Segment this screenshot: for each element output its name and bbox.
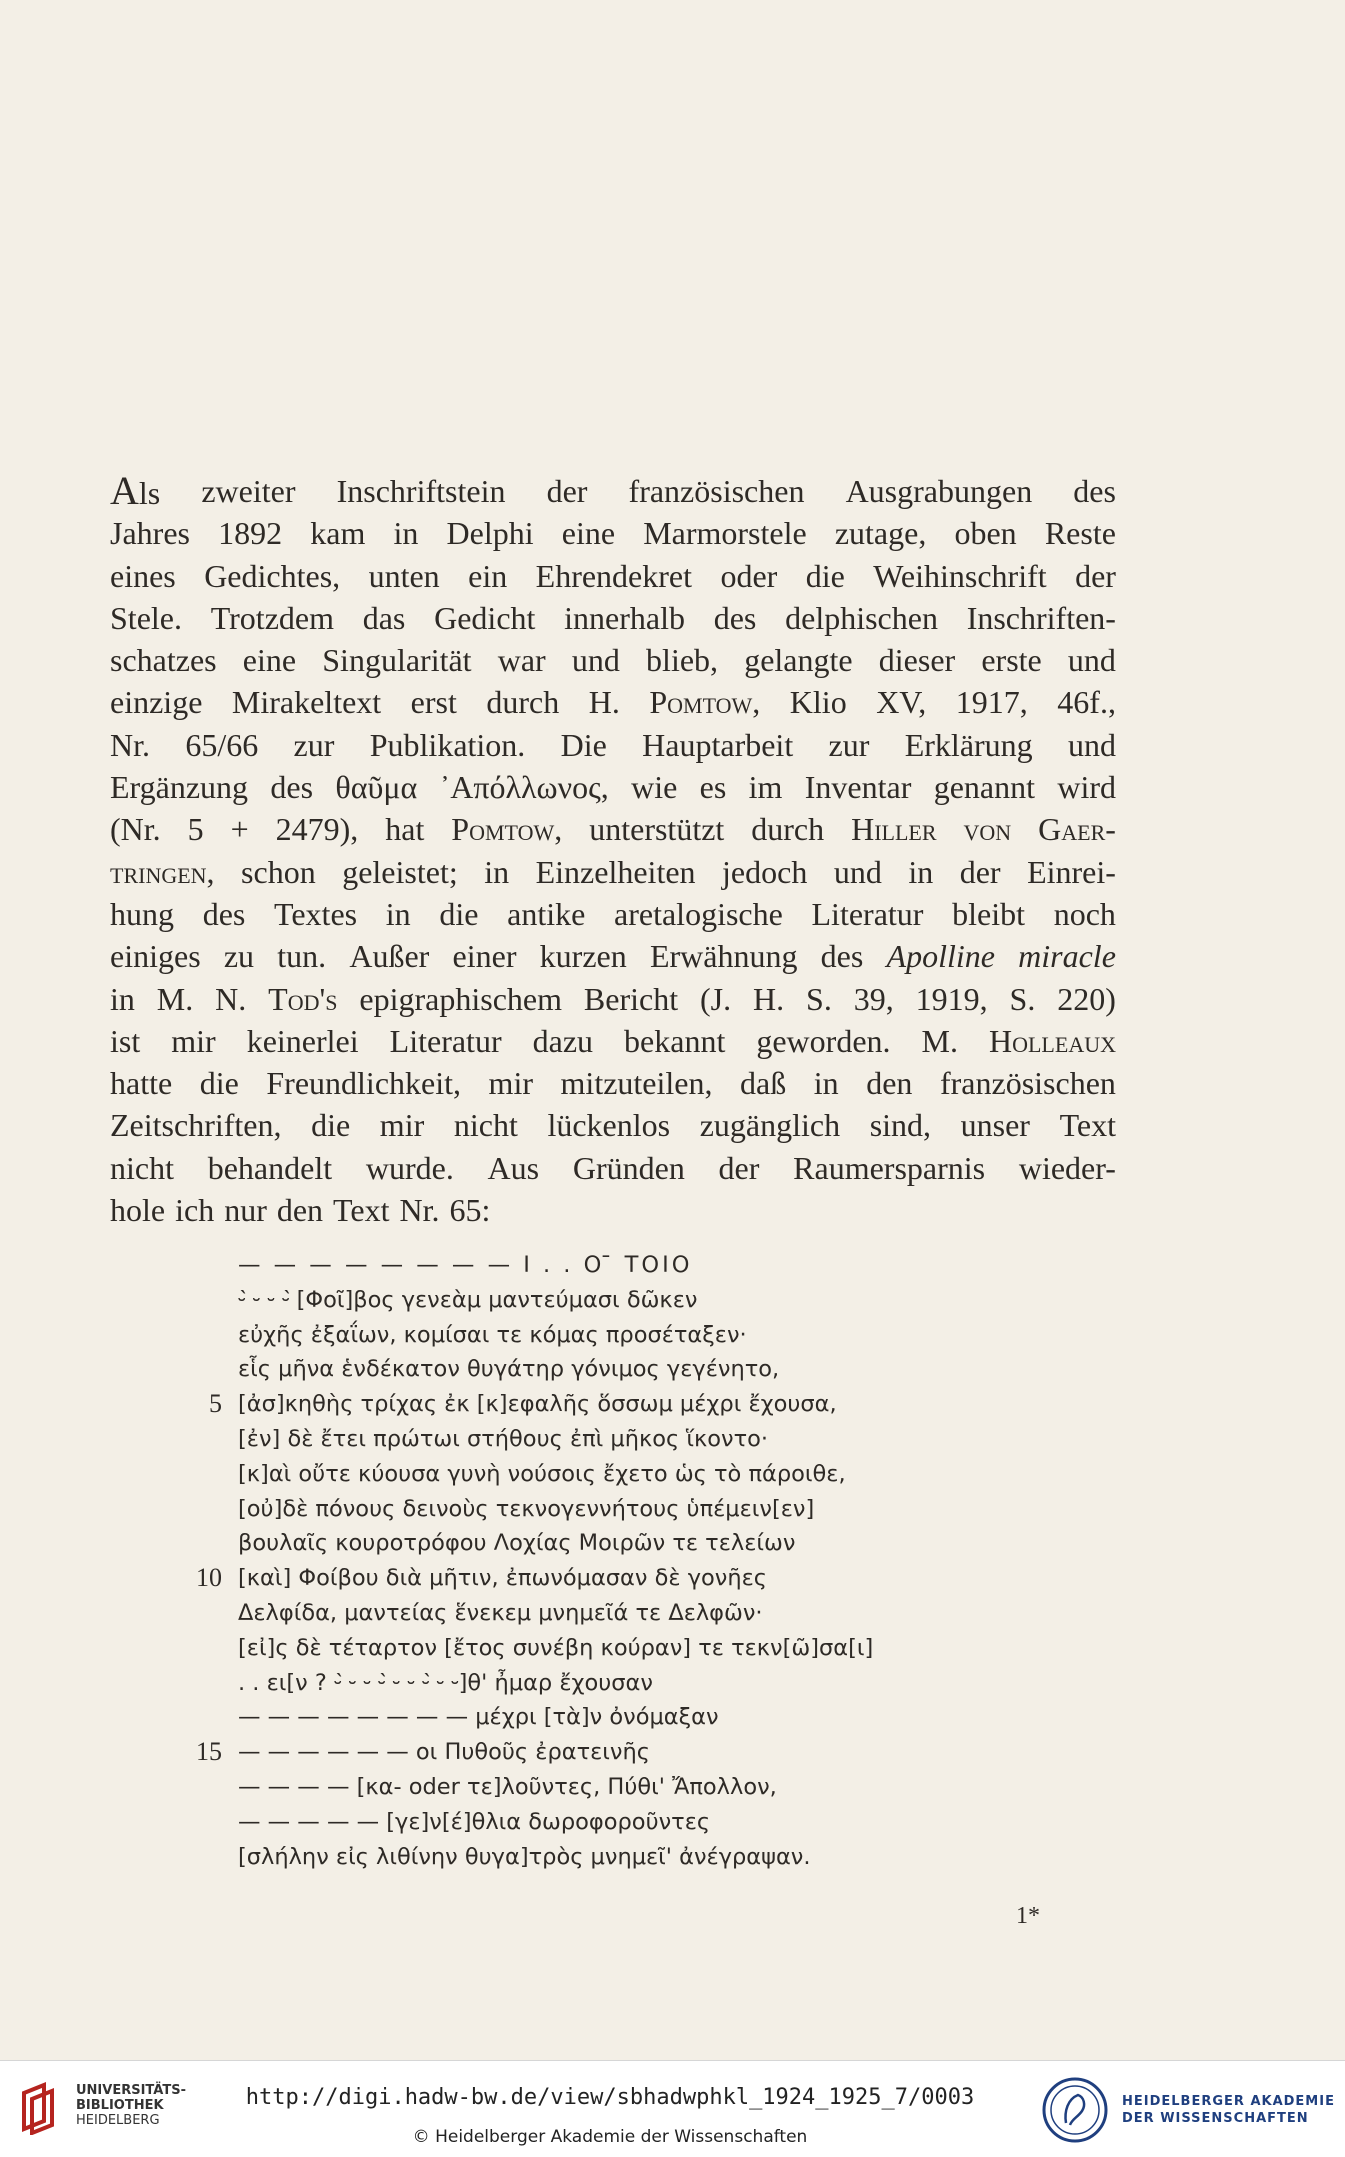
prose-word: Aus (487, 1149, 540, 1186)
prose-word: das (362, 599, 406, 636)
prose-word: französischen (628, 473, 805, 509)
prose-word: zutage, (834, 515, 927, 552)
prose-word: zugänglich (699, 1107, 841, 1144)
prose-word: war (497, 642, 546, 679)
prose-word: in (484, 853, 510, 890)
poem-text: εὐχῆς ἐξαΐων, κομίσαι τε κόμας προσέταξεν· (238, 1321, 747, 1348)
prose-paragraph (110, 470, 1116, 1231)
first-word (110, 470, 160, 512)
prose-word: epigraphischem (359, 980, 562, 1017)
prose-word: in (908, 853, 934, 890)
prose-word: eines (110, 557, 176, 594)
prose-word: ich (175, 1192, 215, 1229)
prose-word: Gründen (572, 1149, 685, 1186)
poem-line (238, 1700, 1138, 1735)
prose-word: Nr. (110, 726, 150, 763)
poem-text: [καὶ] Φοίβου διὰ μῆτιν, ἐπωνόμασαν δὲ γονῆες (238, 1565, 767, 1592)
prose-word: des (202, 895, 246, 932)
prose-word: französischen (939, 1065, 1116, 1102)
prose-line (110, 1062, 1116, 1104)
prose-word: antike (507, 895, 586, 932)
prose-word: Inventar (804, 769, 912, 806)
prose-word: wie (631, 769, 678, 806)
prose-word: Tod's (268, 980, 338, 1017)
prose-word: in (110, 980, 135, 1017)
prose-word: zur (293, 726, 335, 763)
hadw-line-2: DER WISSENSCHAFTEN (1122, 2111, 1309, 2126)
prose-word: Singularität (322, 642, 472, 679)
prose-word: nicht (453, 1107, 518, 1144)
prose-word: den (276, 1192, 324, 1229)
prose-word: 65: (449, 1192, 491, 1229)
prose-word: nur (224, 1192, 267, 1229)
prose-word: die (439, 895, 479, 932)
prose-line (110, 1104, 1116, 1146)
prose-word: durch (751, 811, 825, 848)
prose-word: des (820, 938, 864, 975)
prose-word: es (699, 769, 727, 806)
prose-word: ist (110, 1022, 141, 1059)
prose-word: unten (368, 557, 440, 594)
prose-line (110, 1147, 1116, 1189)
poem-line (238, 1805, 1138, 1840)
poem-text: ⏑́ ⏑ ⏑ ⏑́ [Φοῖ]βος γενεὰμ μαντεύμασι δῶκεν (238, 1286, 698, 1313)
prose-word: kam (310, 515, 366, 552)
prose-word: hung (110, 895, 174, 932)
prose-line (110, 1189, 1116, 1231)
prose-word: des (1073, 473, 1116, 509)
prose-word: oben (954, 515, 1017, 552)
drop-capital: A (110, 468, 139, 513)
prose-word: M. (156, 980, 194, 1017)
prose-word: M. (921, 1022, 958, 1059)
prose-line (110, 512, 1116, 554)
prose-word: mitzuteilen, (560, 1065, 713, 1102)
prose-word: Stele. (110, 599, 182, 636)
prose-word: Inschriftstein (336, 473, 506, 509)
prose-word: Hiller (851, 811, 937, 848)
prose-word: innerhalb (564, 599, 685, 636)
prose-word: 39, (853, 980, 894, 1017)
prose-word: tun. (277, 938, 327, 975)
prose-word: und (571, 642, 620, 679)
prose-word: Publikation. (369, 726, 526, 763)
prose-word: delphischen (785, 599, 938, 636)
ub-logo-icon[interactable] (18, 2079, 68, 2139)
prose-line (110, 808, 1116, 850)
prose-word: den (866, 1065, 913, 1102)
prose-word: mir (171, 1022, 216, 1059)
poem-text: — — — — — — — — μέχρι [τὰ]ν ὀνόμαξαν (238, 1704, 719, 1731)
line-number: 5 (209, 1389, 222, 1419)
poem-line (238, 1770, 1138, 1805)
prose-line (110, 893, 1116, 935)
prose-word: (J. (700, 980, 732, 1017)
prose-word: Freundlichkeit, (266, 1065, 461, 1102)
ub-wordmark[interactable] (76, 2083, 186, 2128)
prose-word: Klio (789, 684, 847, 721)
poem-line (196, 1735, 1138, 1770)
prose-word: daß (740, 1065, 787, 1102)
prose-word: zweiter (201, 473, 296, 509)
prose-word: unterstützt (589, 811, 725, 848)
prose-word: wieder- (1018, 1149, 1116, 1186)
prose-word: eine (561, 515, 616, 552)
poem-text: [κ]αὶ οὔτε κύουσα γυνὴ νούσοις ἔχετο ὡς τὸ πάροιθε, (238, 1460, 846, 1487)
prose-word: ᾿Απόλλωνος, (439, 769, 609, 806)
prose-word: Gedicht (434, 599, 536, 636)
prose-word: Text (333, 1192, 390, 1229)
poem-line (238, 1318, 1138, 1353)
prose-line (110, 555, 1116, 597)
poem-text: [οὐ]δὲ πόνους δεινοὺς τεκνογεννήτους ὑπέμειν[εν] (238, 1495, 815, 1522)
poem-text: [εἰ]ς δὲ τέταρτον [ἔτος συνέβη κούραν] τε τεκν[ῶ]σα[ι] (238, 1634, 874, 1661)
ub-line-3: HEIDELBERG (76, 2113, 160, 2128)
prose-word: Einzelheiten (535, 853, 696, 890)
line-number: 15 (196, 1737, 222, 1767)
prose-word: lückenlos (547, 1107, 671, 1144)
poem-line (238, 1631, 1138, 1666)
prose-word: XV, (876, 684, 927, 721)
prose-word: genannt (933, 769, 1035, 806)
prose-word: behandelt (207, 1149, 333, 1186)
prose-word: Literatur (811, 895, 924, 932)
prose-word: ein (468, 557, 508, 594)
prose-word: Ergänzung (110, 769, 249, 806)
prose-word: der (959, 853, 1001, 890)
prose-word: Raumersparnis (793, 1149, 986, 1186)
prose-word: in (385, 895, 411, 932)
prose-word: gelangte (744, 642, 853, 679)
ub-line-1: UNIVERSITÄTS- (76, 2083, 186, 2098)
prose-word: mir (488, 1065, 533, 1102)
poem-line (238, 1283, 1138, 1318)
prose-word: der (1075, 557, 1116, 594)
prose-word: kurzen (539, 938, 627, 975)
prose-word: Gedichtes, (204, 557, 341, 594)
prose-word: Delphi (446, 515, 534, 552)
prose-word: θαῦμα (335, 769, 418, 806)
prose-word: S. (1009, 980, 1036, 1017)
poem-text: [ἐν] δὲ ἔτει πρώτωι στήθους ἐπὶ μῆκος ἵκοντο· (238, 1425, 769, 1452)
prose-line (110, 724, 1116, 766)
prose-word: im (748, 769, 783, 806)
footer-bar (0, 2060, 1345, 2157)
poem-line (209, 1387, 1138, 1422)
poem-line (238, 1840, 1138, 1875)
prose-word: 1919, (915, 980, 988, 1017)
prose-word: schon (241, 853, 316, 890)
prose-word: blieb, (646, 642, 719, 679)
prose-word: und (1067, 642, 1116, 679)
poem-line (238, 1352, 1138, 1387)
poem-text: — — — — — — — — Ι . . Ο ̄ ΤΟΙΟ (238, 1252, 693, 1278)
prose-word: dazu (532, 1022, 594, 1059)
prose-word: einzige (110, 684, 203, 721)
prose-word: Ausgrabungen (845, 473, 1033, 509)
prose-word: von (963, 811, 1012, 848)
poem-line (238, 1248, 1138, 1283)
prose-word: in (813, 1065, 839, 1102)
prose-word: Jahres (110, 515, 190, 552)
prose-word: Zeitschriften, (110, 1107, 282, 1144)
prose-word: schatzes (110, 642, 217, 679)
prose-word: eine (242, 642, 297, 679)
poem-text: . . ει[ν ? ⏑́ ⏑ ⏑ ⏑́ ⏑ ⏑ ⏑́ ⏑ ⏑]θ' ἦμαρ ἔχουσαν (238, 1669, 653, 1696)
prose-word: bekannt (624, 1022, 726, 1059)
prose-word: 5 (187, 811, 204, 848)
prose-word: hat (385, 811, 425, 848)
prose-word: erst (410, 684, 457, 721)
ub-line-2: BIBLIOTHEK (76, 2098, 164, 2113)
prose-line (110, 639, 1116, 681)
prose-line (110, 766, 1116, 808)
poem-text: [σλήλην εἰς λιθίνην θυγα]τρὸς μνημεῖ' ἀνέγραψαν. (238, 1843, 811, 1870)
poem-text: εἷς μῆνα ἑνδέκατον θυγάτηρ γόνιμος γεγένητο, (238, 1356, 780, 1383)
prose-word: mir (379, 1107, 425, 1144)
prose-word: 2479), (275, 811, 359, 848)
prose-word: tringen, (110, 853, 215, 890)
prose-word: geleistet; (342, 853, 458, 890)
prose-word: Text (1059, 1107, 1116, 1144)
prose-word: die (199, 1065, 239, 1102)
prose-word: jedoch (722, 853, 808, 890)
prose-word: Ehrendekret (535, 557, 692, 594)
prose-word: Die (560, 726, 607, 763)
line-number: 10 (196, 1563, 222, 1593)
prose-word: oder (720, 557, 778, 594)
prose-word: ls (138, 475, 161, 511)
prose-word: geworden. (756, 1022, 891, 1059)
prose-word: nicht (110, 1149, 174, 1186)
prose-word: 65/66 (185, 726, 259, 763)
prose-word: Hauptarbeit (642, 726, 794, 763)
prose-word: Erklärung (904, 726, 1033, 763)
prose-word: H. (588, 684, 620, 721)
prose-word: aretalogische (614, 895, 783, 932)
permalink-url[interactable]: http://digi.hadw-bw.de/view/sbhadwphkl_1924_1925_7/0003 (245, 2085, 975, 2110)
prose-word: 1917, (955, 684, 1028, 721)
prose-word: Pomtow, (649, 684, 761, 721)
prose-line (110, 681, 1116, 723)
prose-line (110, 470, 1116, 512)
prose-line (110, 597, 1116, 639)
prose-word: unser (960, 1107, 1030, 1144)
prose-word: Trotzdem (210, 599, 334, 636)
prose-word: und (1068, 726, 1116, 763)
prose-word: 220) (1057, 980, 1116, 1017)
prose-word: zur (828, 726, 870, 763)
prose-word: noch (1053, 895, 1116, 932)
prose-word: Pomtow, (451, 811, 563, 848)
prose-word: Textes (274, 895, 358, 932)
prose-word: hatte (110, 1065, 173, 1102)
hadw-line-1: HEIDELBERGER AKADEMIE (1122, 2094, 1335, 2109)
prose-word: miracle (1018, 938, 1116, 975)
prose-line (110, 935, 1116, 977)
prose-word: + (230, 811, 249, 848)
prose-word: N. (215, 980, 247, 1017)
prose-word: Gaer- (1038, 811, 1116, 848)
prose-word: (Nr. (110, 811, 161, 848)
poem-line (238, 1666, 1138, 1701)
prose-line (110, 851, 1116, 893)
prose-word: des (713, 599, 757, 636)
prose-word: der (546, 473, 588, 509)
prose-word: H. (753, 980, 785, 1017)
prose-line (110, 1020, 1116, 1062)
prose-word: die (311, 1107, 351, 1144)
poem-line (196, 1561, 1138, 1596)
prose-word: 1892 (218, 515, 283, 552)
prose-word: einer (452, 938, 517, 975)
prose-word: 46f., (1057, 684, 1116, 721)
hadw-wordmark[interactable] (1122, 2093, 1335, 2127)
prose-word: Marmorstele (643, 515, 807, 552)
prose-word: wurde. (365, 1149, 454, 1186)
poem-text: — — — — — — οι Πυθοῦς ἐρατεινῆς (238, 1739, 650, 1766)
prose-word: zu (223, 938, 255, 975)
prose-word: Bericht (583, 980, 679, 1017)
prose-word: in (393, 515, 419, 552)
prose-word: Einrei- (1027, 853, 1116, 890)
poem-line (238, 1422, 1138, 1457)
prose-word: Außer (349, 938, 430, 975)
prose-word: des (270, 769, 314, 806)
prose-word: Weihinschrift (873, 557, 1047, 594)
prose-word: Reste (1044, 515, 1116, 552)
prose-word: Mirakeltext (231, 684, 382, 721)
prose-word: keinerlei (246, 1022, 359, 1059)
poem-text: — — — — [κα- oder τε]λοῦντες, Πύθι' Ἄπολλον, (238, 1773, 777, 1800)
prose-word: Literatur (389, 1022, 502, 1059)
prose-word: erste (981, 642, 1042, 679)
prose-word: Apolline (886, 938, 995, 975)
prose-word: Holleaux (989, 1022, 1116, 1059)
signature-mark: 1* (1016, 1903, 1040, 1929)
prose-word: hole (110, 1192, 166, 1229)
poem-line (238, 1596, 1138, 1631)
poem-line (238, 1526, 1138, 1561)
prose-word: die (805, 557, 845, 594)
inscription-poem (196, 1248, 1138, 1874)
poem-line (238, 1457, 1138, 1492)
prose-word: durch (486, 684, 560, 721)
copyright-text: © Heidelberger Akademie der Wissenschaften (412, 2127, 808, 2147)
prose-word: Inschriften- (966, 599, 1116, 636)
prose-line (110, 978, 1116, 1020)
prose-word: bleibt (952, 895, 1025, 932)
hadw-seal-icon[interactable] (1040, 2075, 1110, 2149)
poem-line (238, 1492, 1138, 1527)
poem-text: Δελφίδα, μαντείας ἕνεκεμ μνημεῖά τε Δελφῶν· (238, 1599, 763, 1626)
prose-word: Erwähnung (649, 938, 798, 975)
prose-word: wird (1057, 769, 1116, 806)
prose-word: einiges (110, 938, 201, 975)
prose-word: Nr. (399, 1192, 440, 1229)
prose-word: der (718, 1149, 760, 1186)
poem-text: βουλαῖς κουροτρόφου Λοχίας Μοιρῶν τε τελείων (238, 1530, 796, 1557)
prose-word: und (833, 853, 882, 890)
poem-text: [ἀσ]κηθὴς τρίχας ἐκ [κ]εφαλῆς ὅσσωμ μέχρι ἔχουσα, (238, 1391, 837, 1418)
prose-word: S. (806, 980, 832, 1017)
poem-text: — — — — — [γε]ν[έ]θλια δωροφοροῦντες (238, 1808, 711, 1835)
prose-word: dieser (878, 642, 956, 679)
prose-word: sind, (869, 1107, 932, 1144)
